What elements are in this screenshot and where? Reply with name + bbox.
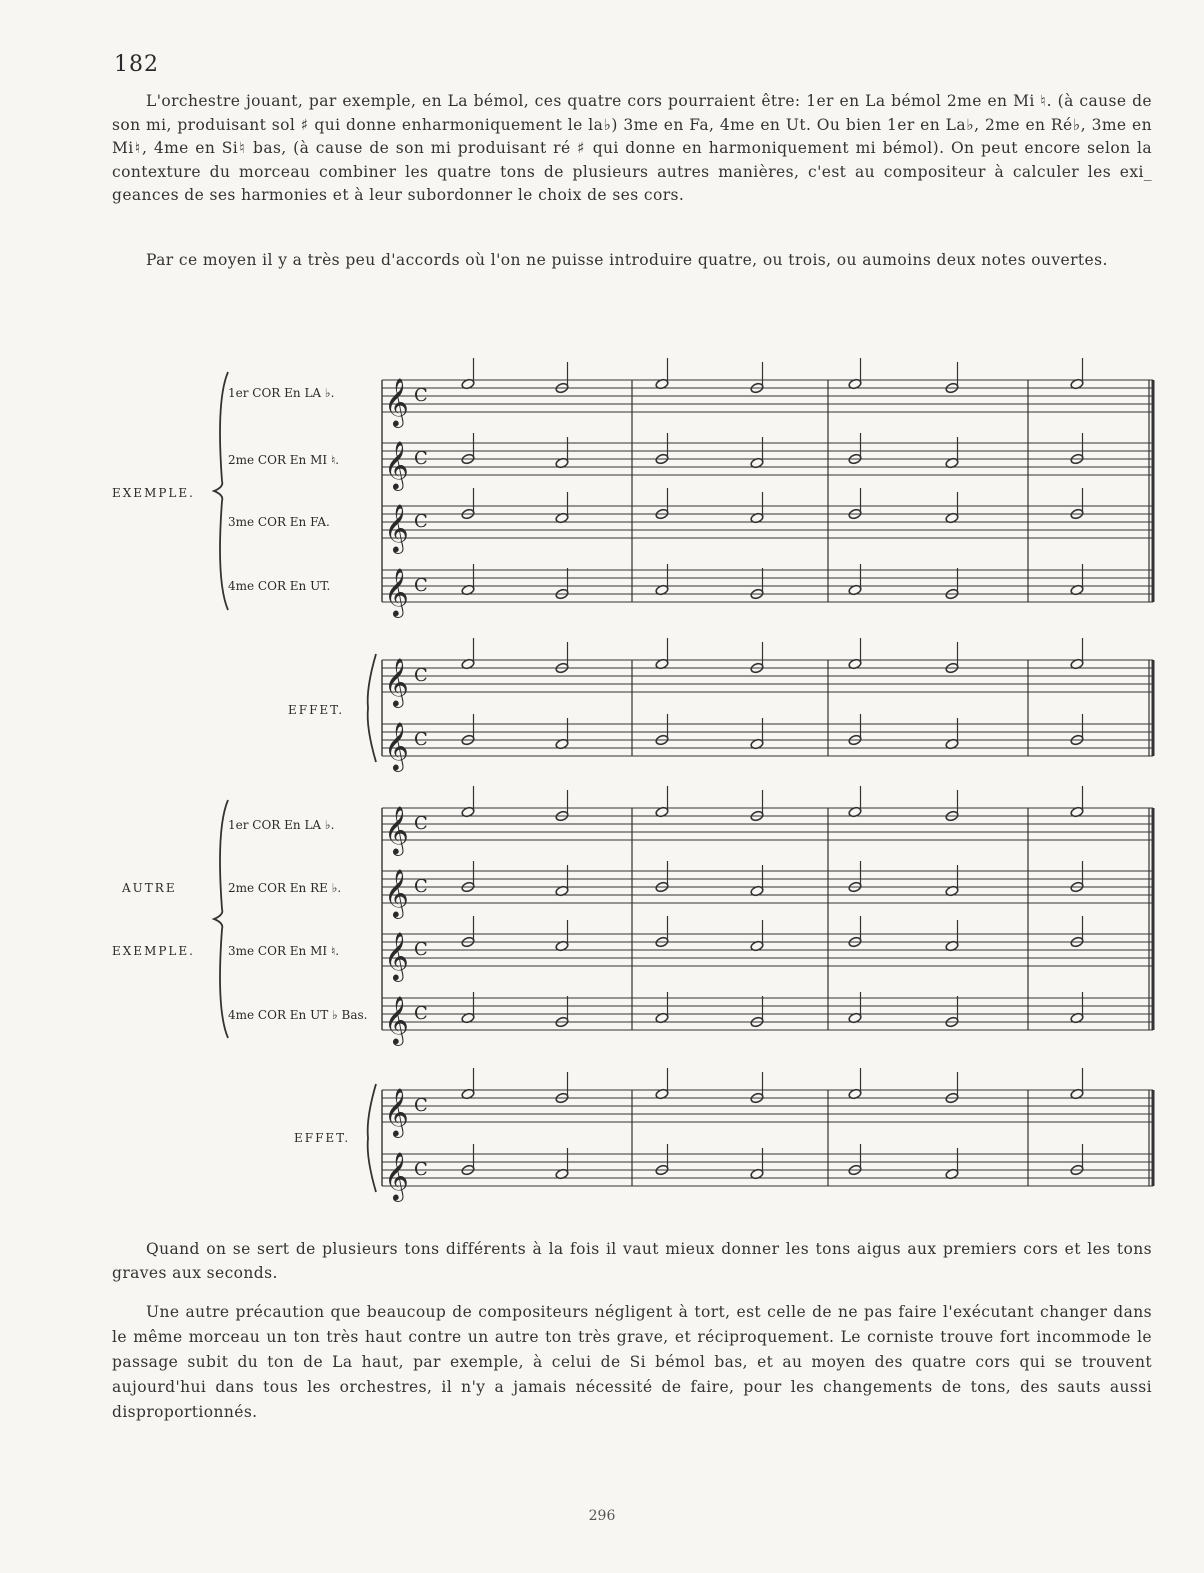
treble-clef-icon: 𝄞 bbox=[384, 1151, 409, 1200]
example1-label: EXEMPLE. bbox=[112, 486, 195, 500]
example2-effet-system-staff-1 bbox=[382, 1068, 1153, 1138]
page-number: 182 bbox=[114, 52, 159, 77]
common-time-icon: C bbox=[414, 729, 428, 750]
example2-system-staff-3 bbox=[382, 916, 1153, 982]
score-systems bbox=[214, 358, 1153, 1202]
tones-paragraph bbox=[112, 1237, 1152, 1285]
treble-clef-icon: 𝄞 bbox=[384, 657, 409, 706]
treble-clef-icon: 𝄞 bbox=[384, 931, 409, 980]
common-time-icon: C bbox=[414, 385, 428, 406]
example2-system bbox=[214, 800, 1153, 1038]
example2-label-line2: EXEMPLE. bbox=[112, 944, 195, 958]
common-time-icon: C bbox=[414, 939, 428, 960]
treble-clef-icon: 𝄞 bbox=[384, 567, 409, 616]
precaution-paragraph bbox=[112, 1300, 1152, 1425]
brace-icon bbox=[214, 800, 228, 1038]
treble-clef-icon: 𝄞 bbox=[384, 440, 409, 489]
example1-system-staff-2 bbox=[382, 433, 1153, 491]
example2-effet-label: EFFET. bbox=[294, 1131, 351, 1145]
example1-effet-label: EFFET. bbox=[288, 703, 345, 717]
brace-icon bbox=[214, 372, 228, 610]
common-time-icon: C bbox=[414, 448, 428, 469]
example2-staff-label-1: 1er COR En LA ♭. bbox=[228, 818, 335, 832]
example2-staff-label-4: 4me COR En UT ♭ Bas. bbox=[228, 1008, 368, 1022]
treble-clef-icon: 𝄞 bbox=[384, 721, 409, 770]
example2-staff-label-3: 3me COR En MI ♮. bbox=[228, 944, 340, 958]
example1-staff-label-4: 4me COR En UT. bbox=[228, 579, 331, 593]
example1-system-staff-3 bbox=[382, 488, 1153, 554]
treble-clef-icon: 𝄞 bbox=[384, 995, 409, 1044]
example1-system-staff-1 bbox=[382, 358, 1153, 428]
example1-staff-label-1: 1er COR En LA ♭. bbox=[228, 386, 335, 400]
brace-icon bbox=[368, 654, 376, 762]
precaution-paragraph-text: Une autre précaution que beaucoup de compositeurs négligent à tort, est celle de ne pas faire l'exécutant changer dans le même morceau un ton très haut contre un autre ton très grave, et réciproquement. Le corniste trouve fort incommode le passage subit du ton de La haut, par exemple, à celui de Si bémol bas, et au moyen des quatre cors qui se trouvent aujourd'hui dans tous les orchestres, il n'y a jamais nécessité de faire, pour les changements de tons, des sauts aussi disproportionnés. bbox=[112, 1303, 1152, 1421]
footer-page-number: 296 bbox=[588, 1508, 616, 1524]
treble-clef-icon: 𝄞 bbox=[384, 377, 409, 426]
tones-paragraph-text: Quand on se sert de plusieurs tons différents à la fois il vaut mieux donner les tons aigus aux premiers cors et les tons graves aux seconds. bbox=[112, 1240, 1152, 1282]
common-time-icon: C bbox=[414, 1095, 428, 1116]
example2-system-staff-1 bbox=[382, 786, 1153, 856]
common-time-icon: C bbox=[414, 813, 428, 834]
example2-label-line1: AUTRE bbox=[122, 881, 177, 895]
treble-clef-icon: 𝄞 bbox=[384, 1087, 409, 1136]
open-notes-paragraph-text: Par ce moyen il y a très peu d'accords où l'on ne puisse introduire quatre, ou trois, ou aumoins deux notes ouvertes. bbox=[146, 251, 1108, 269]
intro-paragraph-text: L'orchestre jouant, par exemple, en La bémol, ces quatre cors pourraient être: 1er en La bémol 2me en Mi ♮. (à cause de son mi, produisant sol ♯ qui donne enharmoniquement le la♭) 3me en Fa, 4me en Ut. Ou bien 1er en La♭, 2me en Ré♭, 3me en Mi♮, 4me en Si♮ bas, (à cause de son mi produisant ré ♯ qui donne en harmoniquement mi bémol). On peut encore selon la contexture du morceau combiner les quatre tons de plusieurs autres manières, c'est au compositeur à calculer les exi_ geances de ses harmonies et à leur subordonner le choix de ses cors. bbox=[112, 92, 1152, 204]
example1-system-staff-4 bbox=[382, 564, 1153, 618]
common-time-icon: C bbox=[414, 1003, 428, 1024]
common-time-icon: C bbox=[414, 665, 428, 686]
treble-clef-icon: 𝄞 bbox=[384, 503, 409, 552]
example2-staff-label-2: 2me COR En RE ♭. bbox=[228, 881, 342, 895]
example1-staff-label-2: 2me COR En MI ♮. bbox=[228, 453, 340, 467]
common-time-icon: C bbox=[414, 1159, 428, 1180]
treble-clef-icon: 𝄞 bbox=[384, 868, 409, 917]
treble-clef-icon: 𝄞 bbox=[384, 805, 409, 854]
example1-system bbox=[214, 372, 1153, 610]
example2-system-staff-4 bbox=[382, 992, 1153, 1046]
common-time-icon: C bbox=[414, 511, 428, 532]
example2-effet-system-staff-2 bbox=[382, 1144, 1153, 1202]
example1-effet-system-staff-2 bbox=[382, 714, 1153, 772]
common-time-icon: C bbox=[414, 575, 428, 596]
brace-icon bbox=[368, 1084, 376, 1192]
common-time-icon: C bbox=[414, 876, 428, 897]
example1-effet-system-staff-1 bbox=[382, 638, 1153, 708]
example1-staff-label-3: 3me COR En FA. bbox=[228, 515, 330, 529]
example2-system-staff-2 bbox=[382, 861, 1153, 919]
